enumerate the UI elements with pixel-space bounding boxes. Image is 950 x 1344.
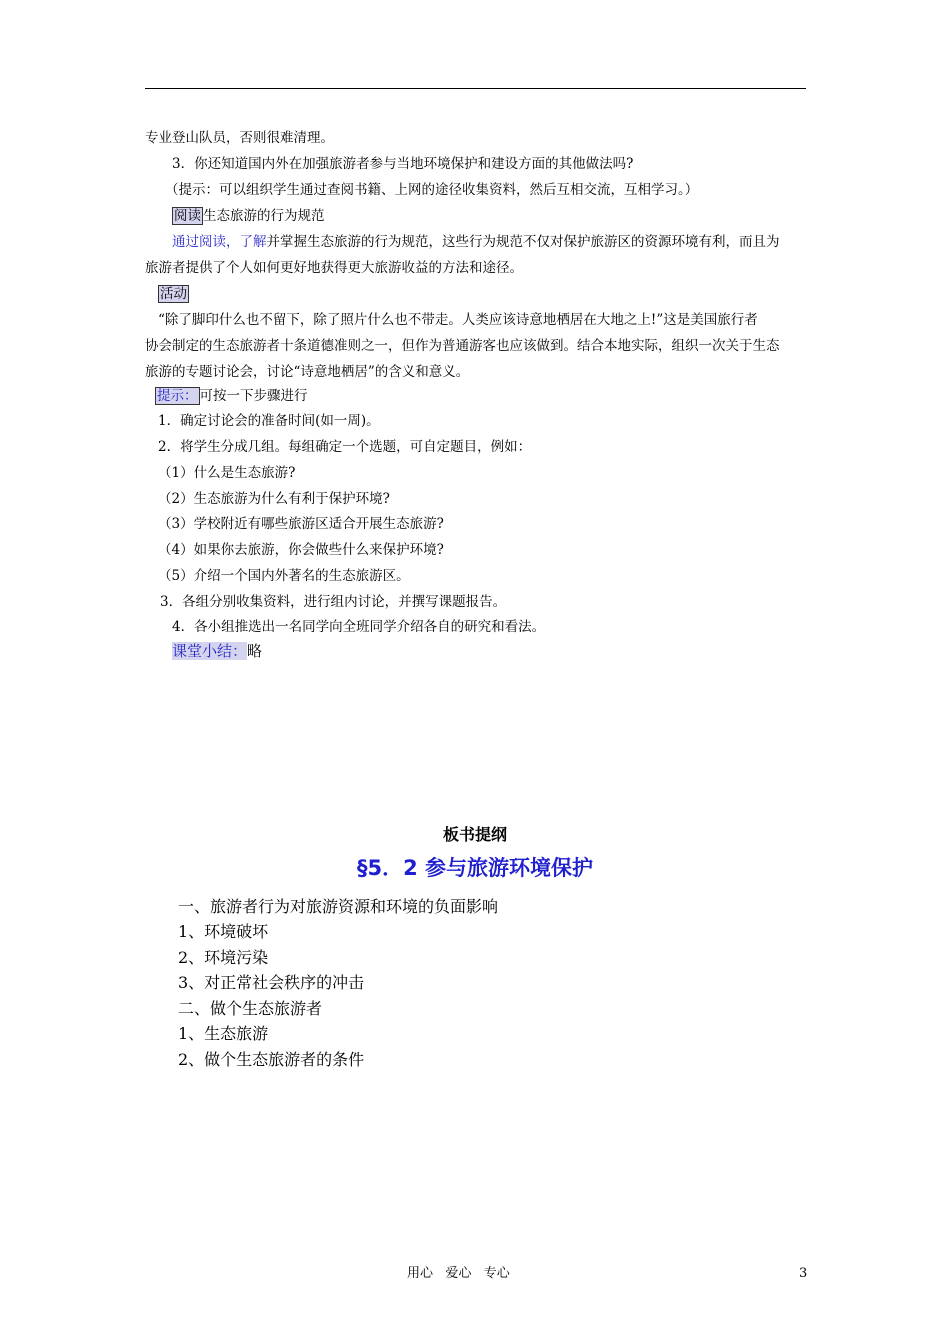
section-title: §5．2 参与旅游环境保护 (356, 856, 594, 880)
activity-line-1: “除了脚印什么也不留下，除了照片什么也不带走。人类应该诗意地栖居在大地之上!”这是美国旅行者 (158, 312, 758, 328)
reading-text-1: 并掌握生态旅游的行为规范，这些行为规范不仅对保护旅游区的资源环境有利，而且为 (266, 234, 780, 250)
activity-tag: 活动 (160, 286, 187, 302)
outline-item: 3、对正常社会秩序的冲击 (178, 973, 365, 992)
reading-body-2: 旅游者提供了个人如何更好地获得更大旅游收益的方法和途径。 (145, 260, 523, 276)
reading-body-1 (172, 232, 780, 252)
reading-lead: 通过阅读，了解 (172, 234, 267, 250)
step-item: （2）生态旅游为什么有利于保护环境? (158, 491, 390, 507)
step-item: （1）什么是生态旅游? (158, 465, 296, 481)
step-item: （3）学校附近有哪些旅游区适合开展生态旅游? (158, 516, 444, 532)
reading-tag: 阅读 (174, 208, 201, 224)
header-rule (145, 88, 806, 89)
step-item: （4）如果你去旅游，你会做些什么来保护环境? (158, 542, 444, 558)
page-number: 3 (799, 1266, 808, 1281)
hint-2 (155, 386, 308, 406)
reading-heading (172, 206, 325, 226)
outline-item: 1、生态旅游 (178, 1024, 269, 1043)
step-item: 3．各组分别收集资料，进行组内讨论，并撰写课题报告。 (160, 594, 507, 610)
step-item: 1．确定讨论会的准备时间(如一周)。 (158, 413, 380, 429)
summary-text: 略 (247, 642, 263, 660)
activity-heading (158, 284, 189, 304)
reading-title: 生态旅游的行为规范 (203, 208, 325, 224)
question-3: 3．你还知道国内外在加强旅游者参与当地环境保护和建设方面的其他做法吗? (172, 156, 634, 172)
outline-item: 二、做个生态旅游者 (178, 999, 323, 1018)
hint-1: （提示：可以组织学生通过查阅书籍、上网的途径收集资料，然后互相交流，互相学习。） (165, 182, 699, 198)
activity-line-2: 协会制定的生态旅游者十条道德准则之一，但作为普通游客也应该做到。结合本地实际，组织一次关于生态 (145, 338, 780, 354)
step-item: 4．各小组推选出一名同学向全班同学介绍各自的研究和看法。 (172, 619, 546, 635)
class-summary (172, 640, 262, 662)
activity-line-3: 旅游的专题讨论会，讨论“诗意地栖居”的含义和意义。 (145, 364, 470, 380)
outline-item: 2、环境污染 (178, 948, 269, 967)
outline-heading: 板书提纲 (442, 825, 507, 844)
summary-label: 课堂小结： (172, 642, 248, 660)
continuation-line: 专业登山队员，否则很难清理。 (145, 130, 334, 146)
outline-item: 1、环境破坏 (178, 922, 269, 941)
hint-text: 可按一下步骤进行 (199, 388, 308, 404)
outline-item: 一、旅游者行为对旅游资源和环境的负面影响 (178, 897, 499, 916)
footer-motto: 用心 爱心 专心 (407, 1266, 510, 1281)
hint-tag: 提示： (157, 388, 198, 404)
step-item: （5）介绍一个国内外著名的生态旅游区。 (158, 568, 410, 584)
outline-item: 2、做个生态旅游者的条件 (178, 1050, 365, 1069)
step-item: 2．将学生分成几组。每组确定一个选题，可自定题目，例如： (158, 439, 532, 455)
